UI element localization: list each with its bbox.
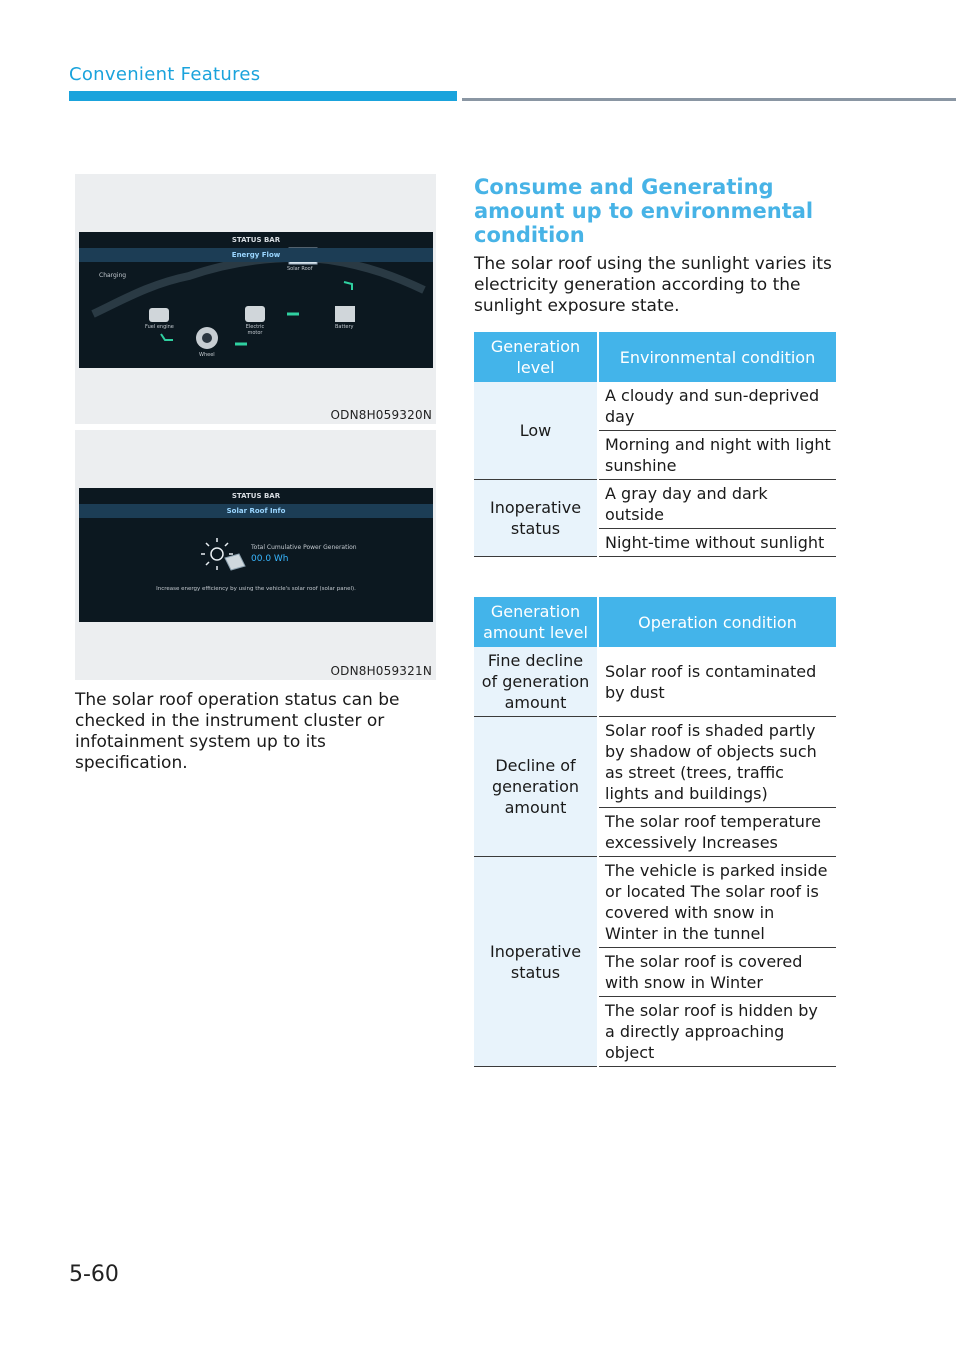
energy-flow-tab: Energy Flow xyxy=(79,248,433,262)
level-cell: Low xyxy=(474,382,598,480)
table-row xyxy=(474,857,836,948)
electric-motor-label: Electric motor xyxy=(245,324,265,336)
condition-cell: Solar roof is shaded partly by shadow of objects such as street (trees, traffic lights and buildings) xyxy=(598,717,836,808)
battery-label: Battery xyxy=(335,324,354,330)
condition-cell: A gray day and dark outside xyxy=(598,480,836,529)
level-cell: Inoperative status xyxy=(474,857,598,1067)
header-rule-grey xyxy=(462,98,956,101)
condition-cell: The solar roof is covered with snow in Winter xyxy=(598,948,836,997)
charging-label: Charging xyxy=(99,272,127,279)
wheel-label: Wheel xyxy=(199,352,215,358)
environmental-condition-table xyxy=(474,332,836,557)
status-bar-label: STATUS BAR xyxy=(231,236,281,244)
operation-status-paragraph: The solar roof operation status can be checked in the instrument cluster or infotainment system up to its specification. xyxy=(75,690,400,773)
level-cell: Decline of generation amount xyxy=(474,717,598,857)
operation-condition-table xyxy=(474,597,836,1067)
cumulative-generation-value: 00.0 Wh xyxy=(251,554,289,564)
car-silhouette xyxy=(93,258,424,314)
condition-cell: Night-time without sunlight xyxy=(598,529,836,557)
cluster-screen-energy-flow xyxy=(79,232,433,368)
figure-solar-roof-info xyxy=(75,430,436,680)
table-header-generation-amount-level: Generation amount level xyxy=(474,597,598,647)
section-title: Convenient Features xyxy=(69,64,261,85)
cluster-screen-solar-roof-info xyxy=(79,488,433,622)
level-cell: Fine decline of generation amount xyxy=(474,647,598,717)
table-header-operation-condition: Operation condition xyxy=(598,597,836,647)
table-row xyxy=(474,647,836,717)
figure-energy-flow xyxy=(75,174,436,424)
solar-panel-icon xyxy=(225,554,245,570)
fuel-engine-icon xyxy=(149,308,169,322)
battery-icon xyxy=(335,306,355,322)
cumulative-generation-label: Total Cumulative Power Generation xyxy=(251,544,357,551)
page-number: 5-60 xyxy=(69,1262,119,1287)
figure-caption: ODN8H059321N xyxy=(330,664,432,678)
solar-roof-label: Solar Roof xyxy=(287,266,313,272)
condition-cell: Morning and night with light sunshine xyxy=(598,431,836,480)
table-header-environmental-condition: Environmental condition xyxy=(598,332,836,382)
figure-caption: ODN8H059320N xyxy=(330,408,432,422)
level-cell: Inoperative status xyxy=(474,480,598,557)
section-heading: Consume and Generating amount up to environmental condition xyxy=(474,175,814,247)
condition-cell: The solar roof temperature excessively Increases xyxy=(598,808,836,857)
flow-arrow xyxy=(344,282,352,290)
electric-motor-icon xyxy=(245,306,265,322)
condition-cell: The vehicle is parked inside or located The solar roof is covered with snow in Winter in the tunnel xyxy=(598,857,836,948)
table-row xyxy=(474,382,836,431)
table-header-generation-level: Generation level xyxy=(474,332,598,382)
flow-arrow xyxy=(161,334,173,340)
fuel-engine-label: Fuel engine xyxy=(145,324,174,330)
condition-cell: Solar roof is contaminated by dust xyxy=(598,647,836,717)
intro-paragraph: The solar roof using the sunlight varies its electricity generation according to the sunlight exposure state. xyxy=(474,254,832,316)
header-rule-accent xyxy=(69,91,457,101)
condition-cell: The solar roof is hidden by a directly approaching object xyxy=(598,997,836,1067)
table-row xyxy=(474,717,836,808)
condition-cell: A cloudy and sun-deprived day xyxy=(598,382,836,431)
efficiency-message: Increase energy efficiency by using the vehicle's solar roof (solar panel). xyxy=(156,586,356,592)
table-row xyxy=(474,480,836,529)
solar-roof-info-tab: Solar Roof Info xyxy=(79,504,433,518)
status-bar-label: STATUS BAR xyxy=(231,492,281,500)
